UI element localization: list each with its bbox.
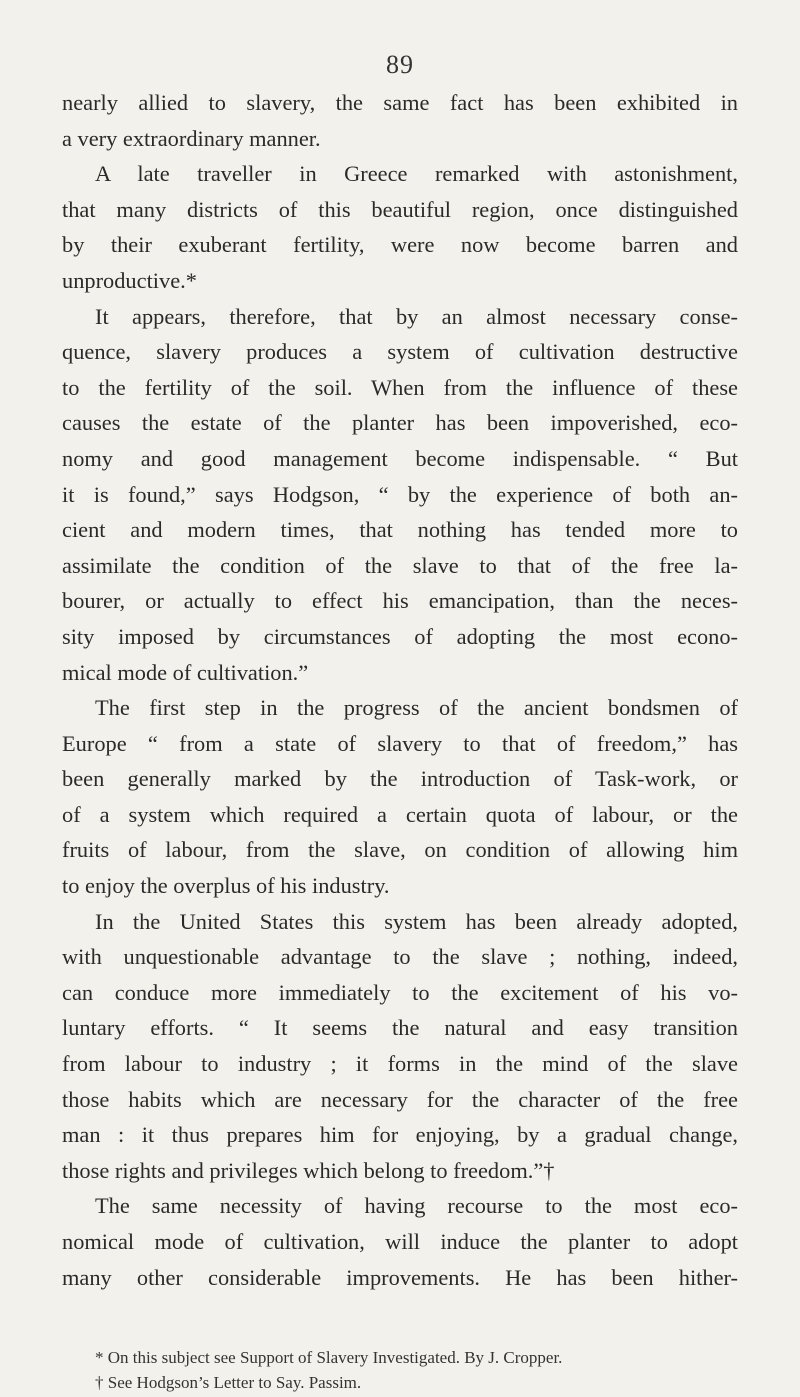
text-line: bourer, or actually to effect his emancipation, than the neces- [62, 588, 738, 614]
text-line: quence, slavery produces a system of cultivation destructive [62, 339, 738, 365]
text-line: it is found,” says Hodgson, “ by the experience of both an- [62, 481, 738, 507]
text-line: with unquestionable advantage to the slave ; nothing, indeed, [62, 944, 738, 970]
text-line: unproductive.* [62, 267, 197, 293]
text-line: In the United States this system has been already adopted, [95, 908, 738, 934]
text-line: been generally marked by the introduction of Task-work, or [62, 766, 738, 792]
text-line: those rights and privileges which belong to freedom.”† [62, 1157, 555, 1183]
body-text [62, 85, 738, 1295]
text-line: by their exuberant fertility, were now become barren and [62, 232, 738, 258]
text-line: causes the estate of the planter has been impoverished, eco- [62, 410, 738, 436]
text-line: man : it thus prepares him for enjoying, by a gradual change, [62, 1122, 738, 1148]
footnote-2: † See Hodgson’s Letter to Say. Passim. [95, 1373, 362, 1392]
text-line: nomy and good management become indispensable. “ But [62, 445, 738, 471]
text-line: fruits of labour, from the slave, on condition of allowing him [62, 837, 738, 863]
text-line: can conduce more immediately to the excitement of his vo- [62, 979, 738, 1005]
text-line: those habits which are necessary for the character of the free [62, 1086, 738, 1112]
text-line: The same necessity of having recourse to the most eco- [95, 1193, 738, 1219]
text-line: Europe “ from a state of slavery to that of freedom,” has [62, 730, 738, 756]
text-line: a very extraordinary manner. [62, 125, 321, 151]
text-line: many other considerable improvements. He has been hither- [62, 1264, 738, 1290]
text-line: that many districts of this beautiful region, once distinguished [62, 196, 738, 222]
text-line: cient and modern times, that nothing has tended more to [62, 517, 738, 543]
text-line: sity imposed by circumstances of adopting the most econo- [62, 623, 738, 649]
text-line: of a system which required a certain quota of labour, or the [62, 801, 738, 827]
text-line: to enjoy the overplus of his industry. [62, 873, 390, 899]
footnotes [95, 1345, 740, 1395]
text-line: to the fertility of the soil. When from the influence of these [62, 374, 738, 400]
text-line: The first step in the progress of the ancient bondsmen of [95, 695, 738, 721]
text-line: luntary efforts. “ It seems the natural and easy transition [62, 1015, 738, 1041]
text-line: nomical mode of cultivation, will induce the planter to adopt [62, 1229, 738, 1254]
text-line: A late traveller in Greece remarked with astonishment, [95, 161, 738, 187]
text-line: nearly allied to slavery, the same fact has been exhibited in [62, 90, 738, 115]
page-number: 89 [386, 50, 414, 79]
footnote-1: * On this subject see Support of Slavery Investigated. By J. Cropper. [95, 1348, 563, 1367]
text-line: It appears, therefore, that by an almost necessary conse- [95, 303, 738, 329]
text-line: from labour to industry ; it forms in the mind of the slave [62, 1051, 738, 1077]
text-line: assimilate the condition of the slave to that of the free la- [62, 552, 738, 578]
text-line: mical mode of cultivation.” [62, 659, 309, 685]
